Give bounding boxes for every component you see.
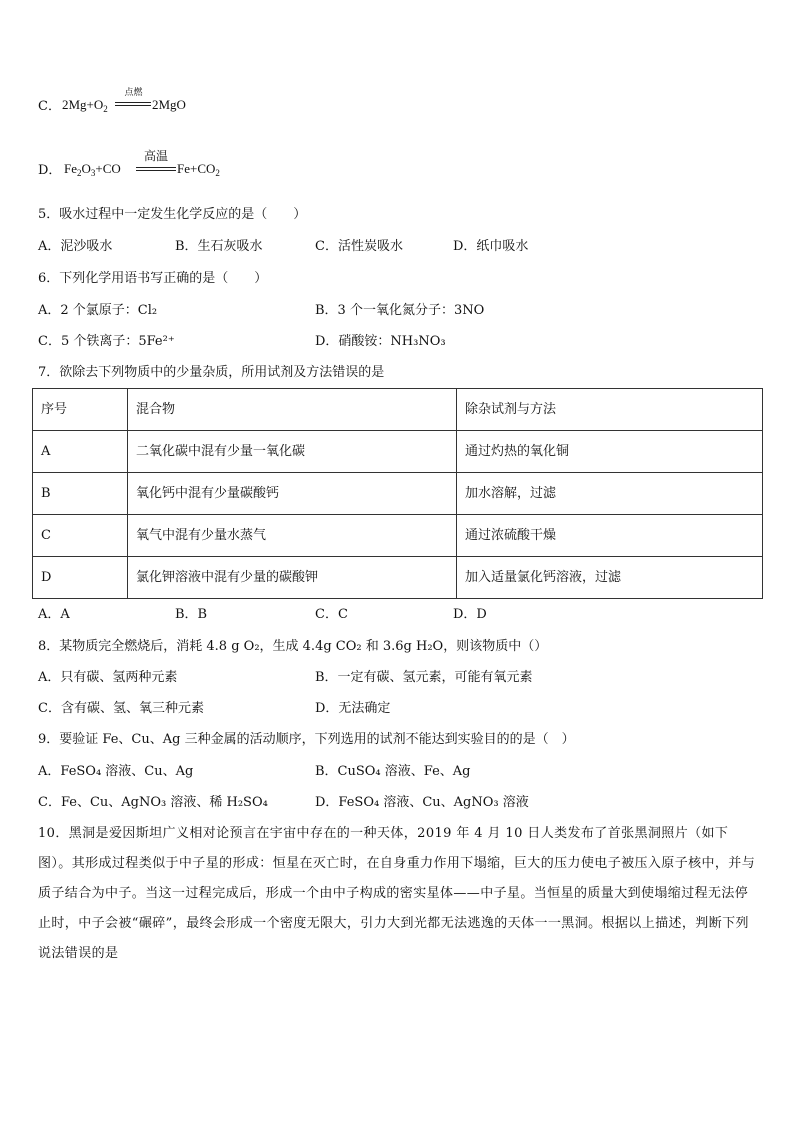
q8-option-b[interactable]: B．一定有碳、氢元素，可能有氧元素	[315, 670, 533, 685]
q6-option-b[interactable]: B．3 个一氧化氮分子：3NO	[315, 303, 485, 318]
table-cell: A	[33, 431, 128, 473]
q8-option-a[interactable]: A．只有碳、氢两种元素	[38, 670, 178, 685]
q4-c-rhs: 2MgO	[152, 97, 186, 112]
q8-option-d[interactable]: D．无法确定	[315, 701, 391, 716]
q9-stem: 9．要验证 Fe、Cu、Ag 三种金属的活动顺序，下列选用的试剂不能达到实验目的的是（ ）	[38, 732, 575, 747]
q6-option-a[interactable]: A．2 个氯原子：Cl₂	[38, 303, 158, 318]
q4-d-label: D．	[38, 163, 62, 178]
q5-option-b[interactable]: B．生石灰吸水	[175, 239, 263, 254]
table-cell: 加入适量氯化钙溶液，过滤	[457, 557, 763, 599]
table-row	[33, 515, 763, 557]
table-row	[33, 557, 763, 599]
q4-c-label: C．	[38, 99, 61, 114]
table-cell: 通过浓硫酸干燥	[457, 515, 763, 557]
q6-option-d[interactable]: D．硝酸铵：NH₃NO₃	[315, 334, 446, 349]
q7-option-a[interactable]: A．A	[38, 607, 70, 622]
q8-option-c[interactable]: C．含有碳、氢、氧三种元素	[38, 701, 204, 716]
table-row	[33, 431, 763, 473]
q7-stem: 7．欲除去下列物质中的少量杂质，所用试剂及方法错误的是	[38, 365, 385, 380]
q5-option-c[interactable]: C．活性炭吸水	[315, 239, 403, 254]
q4-d-equals-sign	[136, 167, 176, 171]
q7-option-d[interactable]: D．D	[453, 607, 487, 622]
q10-paragraph: 10．黑洞是爱因斯坦广义相对论预言在宇宙中存在的一种天体，2019 年 4 月 10 日人类发布了首张黑洞照片（如下图）。其形成过程类似于中子星的形成：恒星在灭亡时，在自身重力作用下塌缩，巨大的压力使电子被压入原子核中，并与质子结合为中子。当这一过程完成后，形成一个由中子构成的密实星体——中子星。当恒星的质量大到使塌缩过程无法停止时，中子会被“碾碎”，最终会形成一个密度无限大，引力大到光都无法逃逸的天体一一黑洞。根据以上描述，判断下列说法错误的是	[38, 826, 756, 961]
q6-option-c[interactable]: C．5 个铁离子：5Fe²⁺	[38, 334, 175, 349]
q9-option-c[interactable]: C．Fe、Cu、AgNO₃ 溶液、稀 H₂SO₄	[38, 795, 268, 810]
header-cell: 混合物	[128, 389, 457, 431]
q4-d-rhs: $Fe+CO_2$	[177, 161, 220, 178]
header-cell: 除杂试剂与方法	[457, 389, 763, 431]
q9-option-a[interactable]: A．FeSO₄ 溶液、Cu、Ag	[38, 764, 194, 779]
q4-c-condition: 点燃	[124, 88, 143, 98]
q7-option-b[interactable]: B．B	[175, 607, 208, 622]
table-cell: B	[33, 473, 128, 515]
q6-stem: 6．下列化学用语书写正确的是（ ）	[38, 271, 268, 286]
table-cell: 氧化钙中混有少量碳酸钙	[128, 473, 457, 515]
table-header-row	[33, 389, 763, 431]
table-cell: D	[33, 557, 128, 599]
table-row	[33, 473, 763, 515]
table-cell: 二氧化碳中混有少量一氧化碳	[128, 431, 457, 473]
table-cell: 通过灼热的氧化铜	[457, 431, 763, 473]
q4-c-equals-sign	[115, 102, 151, 106]
q5-stem: 5．吸水过程中一定发生化学反应的是（ ）	[38, 207, 307, 222]
table-cell: 加水溶解，过滤	[457, 473, 763, 515]
q8-stem: 8．某物质完全燃烧后，消耗 4.8 g O₂，生成 4.4g CO₂ 和 3.6g H₂O，则该物质中（）	[38, 639, 548, 654]
q4-c-lhs: $2Mg+O_2$	[62, 97, 108, 114]
q4-d-condition: 高温	[143, 149, 168, 163]
q9-option-b[interactable]: B．CuSO₄ 溶液、Fe、Ag	[315, 764, 471, 779]
q5-option-a[interactable]: A．泥沙吸水	[38, 239, 113, 254]
q7-option-c[interactable]: C．C	[315, 607, 348, 622]
table-cell: 氧气中混有少量水蒸气	[128, 515, 457, 557]
header-cell: 序号	[33, 389, 128, 431]
table-cell: 氯化钾溶液中混有少量的碳酸钾	[128, 557, 457, 599]
q9-option-d[interactable]: D．FeSO₄ 溶液、Cu、AgNO₃ 溶液	[315, 795, 529, 810]
table-cell: C	[33, 515, 128, 557]
purification-table	[32, 388, 763, 599]
q5-option-d[interactable]: D．纸巾吸水	[453, 239, 529, 254]
q4-d-lhs: $Fe_2O_3+CO$	[64, 161, 121, 178]
